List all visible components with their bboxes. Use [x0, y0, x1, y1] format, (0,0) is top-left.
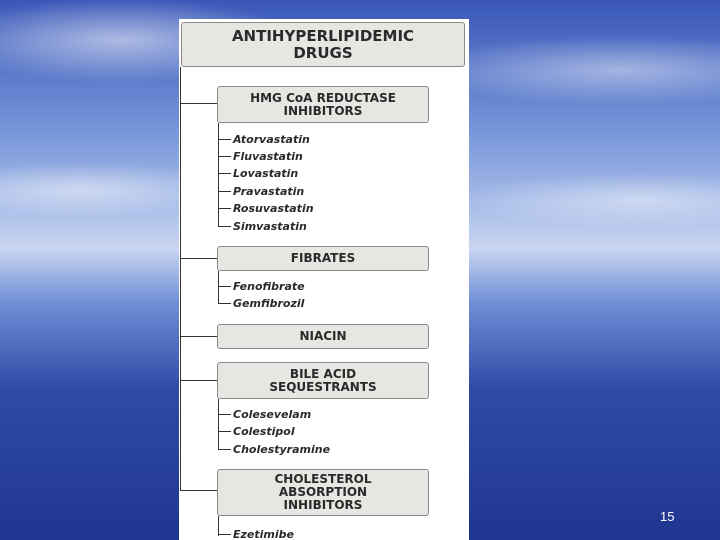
drug-item: [218, 200, 314, 217]
drug-label: Cholestyramine: [233, 443, 331, 456]
category-label-line-1: CHOLESTEROL: [274, 472, 372, 486]
category-niacin: [217, 324, 429, 349]
drug-item: [218, 183, 304, 200]
category-cholesterol-absorption-inhibitors: [217, 469, 429, 516]
connector-hmg: [180, 103, 218, 104]
drug-label: Fenofibrate: [233, 280, 305, 293]
category-label-line-1: BILE ACID: [289, 366, 357, 381]
drug-item: [218, 441, 330, 458]
category-label-line-2: INHIBITORS: [283, 103, 363, 118]
drug-label: Colestipol: [233, 425, 295, 438]
drug-item: [218, 165, 298, 182]
category-label-line-1: HMG CoA REDUCTASE: [250, 90, 396, 105]
title-line-1: ANTIHYPERLIPIDEMIC: [231, 26, 415, 45]
drug-label: Ezetimibe: [233, 528, 294, 540]
category-label-line-2: SEQUESTRANTS: [269, 379, 377, 394]
drug-label: Colesevelam: [233, 408, 312, 421]
drug-label: Rosuvastatin: [233, 202, 314, 215]
category-label-line-2: ABSORPTION: [278, 485, 368, 499]
category-label-line-1: FIBRATES: [290, 251, 356, 265]
category-label-line-3: INHIBITORS: [283, 498, 363, 512]
drug-item: [218, 423, 295, 440]
drug-label: Simvastatin: [233, 220, 307, 233]
drug-item: [218, 148, 303, 165]
drug-item: [218, 218, 307, 235]
drug-label: Atorvastatin: [233, 133, 310, 146]
connector-cholesterol-absorption: [180, 490, 218, 491]
title-line-2: DRUGS: [293, 43, 353, 62]
connector-niacin: [180, 336, 218, 337]
drug-item: [218, 278, 305, 295]
drug-item: [218, 526, 294, 540]
drug-label: Lovastatin: [233, 167, 299, 180]
connector-fibrates: [180, 258, 218, 259]
diagram-panel: [179, 19, 469, 540]
drug-label: Fluvastatin: [233, 150, 303, 163]
category-bile-acid-sequestrants: [217, 362, 429, 399]
diagram-title: [181, 22, 465, 67]
drug-label: Gemfibrozil: [233, 297, 305, 310]
category-fibrates: [217, 246, 429, 271]
drug-item: [218, 406, 311, 423]
category-hmg-coa-reductase-inhibitors: [217, 86, 429, 123]
connector-bile-acid: [180, 380, 218, 381]
main-connector-line: [180, 67, 181, 490]
category-label-line-1: NIACIN: [299, 329, 347, 343]
drug-item: [218, 131, 310, 148]
drug-label: Pravastatin: [233, 185, 305, 198]
drug-item: [218, 295, 304, 312]
slide-number: 15: [660, 509, 675, 524]
